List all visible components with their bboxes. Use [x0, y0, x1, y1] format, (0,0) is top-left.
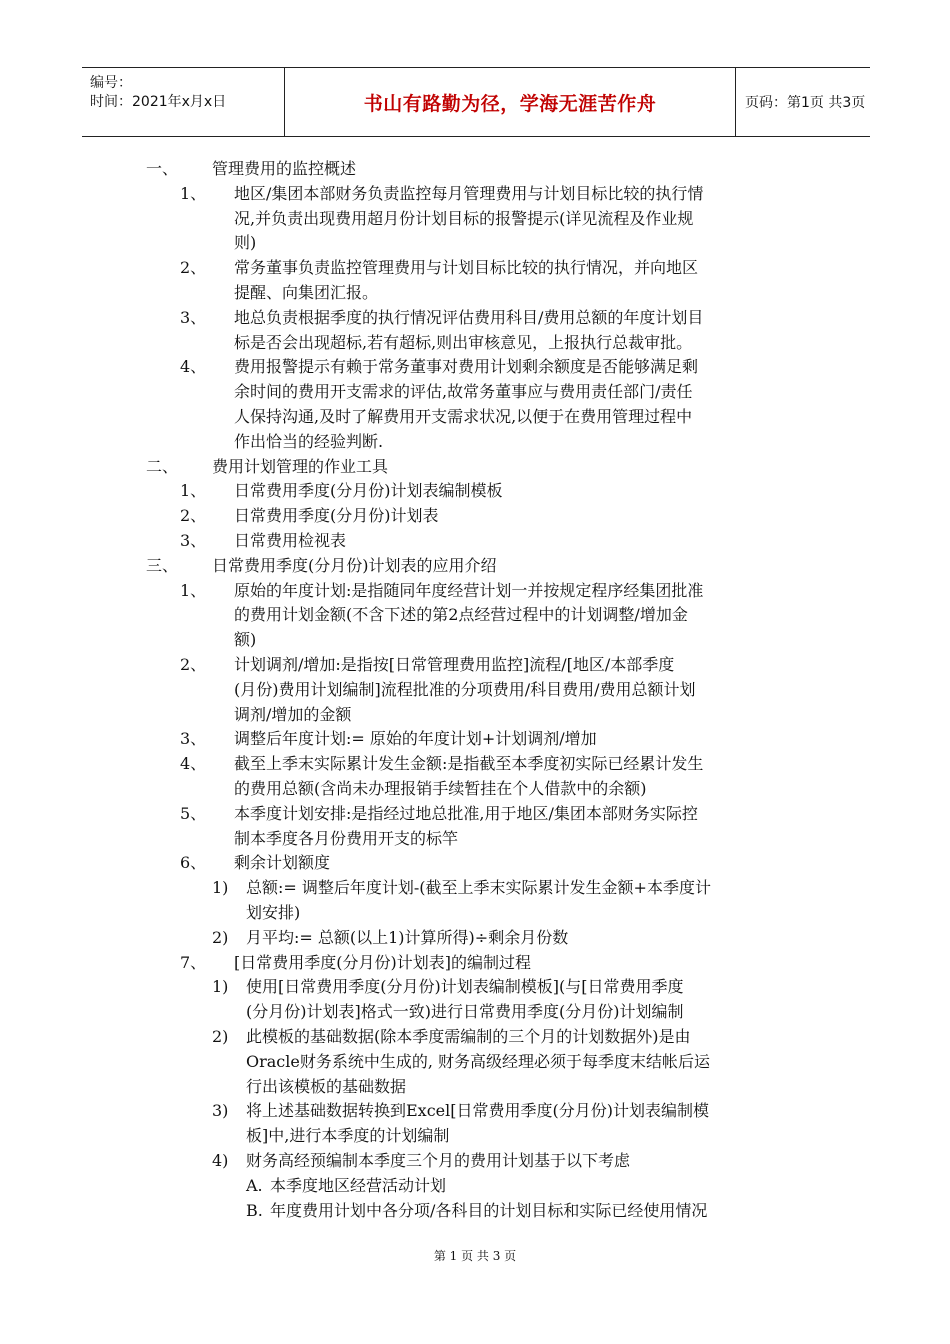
list-item-text: [日常费用季度(分月份)计划表]的编制过程: [234, 952, 531, 972]
list-item-number: 1): [212, 878, 229, 898]
list-item-number: 6、: [180, 853, 207, 873]
page-label: 页码：第1页 共3页: [745, 95, 866, 111]
list-item-number: 一、: [146, 159, 179, 178]
list-item-text: 日常费用季度(分月份)计划表的应用介绍: [212, 555, 497, 575]
list-item-text: 调剂/增加的金额: [234, 704, 352, 724]
list-item-text: 地区/集团本部财务负责监控每月管理费用与计划目标比较的执行情: [234, 183, 704, 203]
list-item-number: 4): [212, 1151, 229, 1170]
list-item-number: 1、: [180, 481, 207, 501]
list-item-text: 原始的年度计划:是指随同年度经营计划一并按规定程序经集团批准: [234, 580, 704, 600]
list-item-text: 日常费用季度(分月份)计划表编制模板: [234, 481, 503, 501]
list-item-text: 年度费用计划中各分项/各科目的计划目标和实际已经使用情况: [270, 1200, 708, 1220]
motto: 书山有路勤为径，学海无涯苦作舟: [284, 68, 736, 136]
list-item-number: 1、: [180, 183, 207, 203]
list-item-text: (月份)费用计划编制]流程批准的分项费用/科目费用/费用总额计划: [234, 679, 696, 699]
list-item-number: 2、: [180, 655, 207, 674]
list-item-text: 将上述基础数据转换到Excel[日常费用季度(分月份)计划表编制模: [246, 1101, 709, 1121]
header-left: [90, 74, 226, 112]
list-item-text: 使用[日常费用季度(分月份)计划表编制模板](与[日常费用季度: [246, 977, 684, 997]
list-item-number: A.: [246, 1175, 263, 1195]
list-item-text: Oracle财务系统中生成的, 财务高级经理必须于每季度末结帐后运: [246, 1051, 711, 1071]
list-item-number: 3、: [180, 531, 207, 550]
list-item-number: 2、: [180, 258, 207, 278]
list-item-number: 4、: [180, 357, 207, 377]
list-item-number: 5、: [180, 803, 207, 823]
list-item-text: 的费用总额(含尚未办理报销手续暂挂在个人借款中的余额): [234, 778, 647, 798]
code-label: 编号：: [90, 75, 132, 91]
list-item-text: 费用报警提示有赖于常务董事对费用计划剩余额度是否能够满足剩: [234, 357, 699, 377]
list-item-number: 1): [212, 977, 229, 997]
list-item-text: 总额:= 调整后年度计划-(截至上季末实际累计发生金额+本季度计: [246, 878, 711, 898]
list-item-text: 月平均:= 总额(以上1)计算所得)÷剩余月份数: [246, 927, 569, 947]
list-item-text: 剩余计划额度: [234, 853, 331, 873]
list-item-number: 3): [212, 1101, 229, 1121]
list-item-text: 计划调剂/增加:是指按[日常管理费用监控]流程/[地区/本部季度: [234, 655, 675, 674]
list-item-text: (分月份)计划表]格式一致)进行日常费用季度(分月份)计划编制: [246, 1002, 684, 1022]
list-item-number: 2): [212, 927, 229, 947]
list-item-text: 况,并负责出现费用超月份计划目标的报警提示(详见流程及作业规: [234, 208, 694, 228]
list-item-text: 额): [234, 630, 257, 650]
list-item-number: 2): [212, 1027, 229, 1046]
list-item-text: 提醒、向集团汇报。: [234, 282, 379, 302]
list-item-text: 本季度计划安排:是指经过地总批准,用于地区/集团本部财务实际控: [234, 803, 698, 823]
list-item-text: 调整后年度计划:= 原始的年度计划+计划调剂/增加: [234, 729, 597, 749]
list-item-text: 日常费用季度(分月份)计划表: [234, 506, 439, 526]
list-item-number: 2、: [180, 506, 207, 526]
list-item-text: 的费用计划金额(不含下述的第2点经营过程中的计划调整/增加金: [234, 605, 688, 625]
list-item-text: 地总负责根据季度的执行情况评估费用科目/费用总额的年度计划目: [234, 307, 704, 327]
list-item-text: 管理费用的监控概述: [212, 159, 357, 178]
list-item-text: 板]中,进行本季度的计划编制: [246, 1126, 450, 1146]
page-footer: 第 1 页 共 3 页: [433, 1249, 517, 1263]
list-item-text: 标是否会出现超标,若有超标,则出审核意见，上报执行总裁审批。: [234, 332, 693, 352]
list-item-number: 三、: [146, 555, 179, 575]
list-item-number: 3、: [180, 729, 207, 749]
list-item-text: 划安排): [246, 902, 301, 922]
list-item-text: 余时间的费用开支需求的评估,故常务董事应与费用责任部门/责任: [234, 382, 693, 402]
time-label: 时间：2021年x月x日: [90, 94, 227, 110]
list-item-text: 费用计划管理的作业工具: [212, 456, 389, 476]
list-item-text: 行出该模板的基础数据: [246, 1076, 407, 1096]
list-item-text: 此模板的基础数据(除本季度需编制的三个月的计划数据外)是由: [246, 1027, 691, 1046]
list-item-number: 3、: [180, 307, 207, 327]
list-item-text: 本季度地区经营活动计划: [270, 1175, 447, 1195]
list-item-text: 常务董事负责监控管理费用与计划目标比较的执行情况，并向地区: [234, 258, 699, 278]
list-item-number: 7、: [180, 952, 207, 972]
list-item-number: 1、: [180, 580, 207, 600]
list-item-text: 截至上季末实际累计发生金额:是指截至本季度初实际已经累计发生: [234, 754, 704, 774]
list-item-text: 制本季度各月份费用开支的标竿: [234, 828, 459, 848]
list-item-number: B.: [246, 1200, 263, 1220]
list-item-text: 人保持沟通,及时了解费用开支需求状况,以便于在费用管理过程中: [234, 406, 693, 426]
list-item-text: 作出恰当的经验判断.: [234, 431, 384, 451]
list-item-text: 财务高经预编制本季度三个月的费用计划基于以下考虑: [246, 1151, 631, 1170]
list-item-number: 4、: [180, 754, 207, 774]
header-table: [82, 67, 870, 137]
list-item-number: 二、: [146, 456, 179, 476]
list-item-text: 则): [234, 233, 257, 253]
list-item-text: 日常费用检视表: [234, 531, 347, 550]
